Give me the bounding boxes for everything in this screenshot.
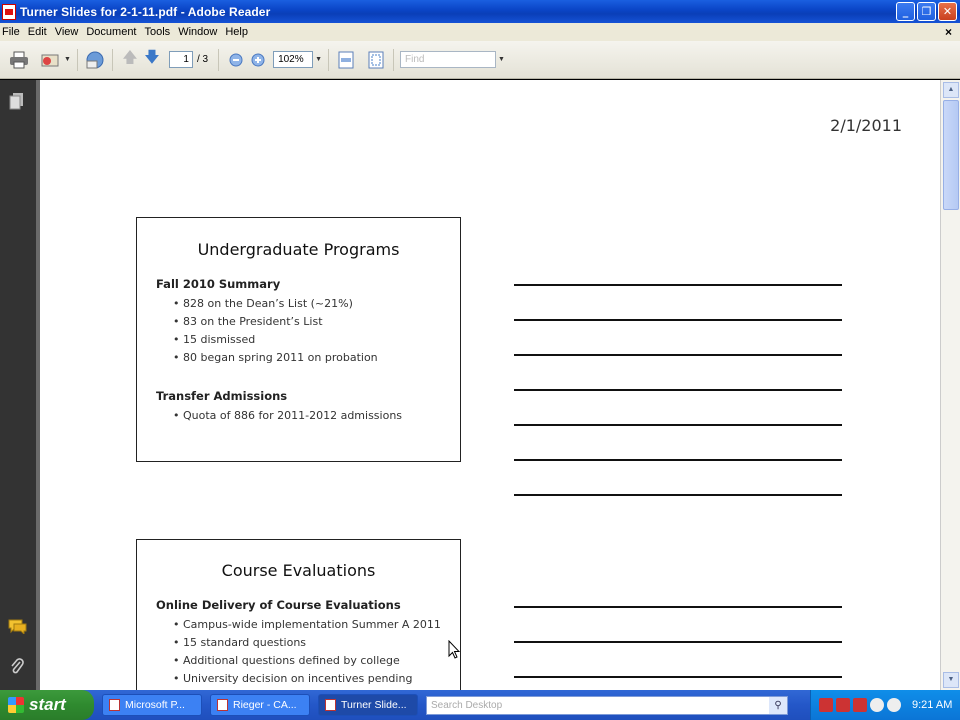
close-document-button[interactable]: × <box>944 25 952 39</box>
close-button[interactable]: ✕ <box>938 2 957 21</box>
chevron-down-icon[interactable]: ▼ <box>315 56 322 63</box>
system-tray <box>810 690 960 720</box>
notes-lines <box>514 573 842 690</box>
scroll-thumb[interactable] <box>943 100 959 210</box>
window-title-bar[interactable] <box>0 0 960 23</box>
toolbar-divider <box>328 49 329 71</box>
taskbar <box>0 690 960 720</box>
note-line <box>514 356 842 391</box>
pages-icon[interactable] <box>7 92 27 112</box>
comments-icon[interactable] <box>7 618 27 638</box>
minimize-button[interactable]: _ <box>896 2 915 21</box>
bullet-item: • University decision on incentives pending <box>173 670 460 688</box>
pdf-icon <box>217 699 228 711</box>
menu-bar <box>0 23 960 41</box>
note-line <box>514 426 842 461</box>
clock: 9:21 AM <box>912 699 953 711</box>
section-heading: Online Delivery of Course Evaluations <box>156 598 401 612</box>
menu-tools[interactable]: Tools <box>144 26 171 38</box>
task-label: Turner Slide... <box>341 699 407 711</box>
note-line <box>514 678 842 690</box>
chevron-down-icon[interactable]: ▼ <box>64 56 71 63</box>
fit-width-icon[interactable] <box>335 49 357 71</box>
bullet-item: • 15 dismissed <box>173 331 460 349</box>
section-heading: Transfer Admissions <box>156 389 288 403</box>
notes-lines <box>514 251 842 496</box>
volume-tray-icon[interactable] <box>887 698 901 712</box>
window-controls <box>896 2 957 21</box>
powerpoint-icon <box>109 699 120 711</box>
slide-section <box>156 598 460 688</box>
search-placeholder: Search Desktop <box>431 699 503 711</box>
bullet-item: • Additional questions defined by college <box>173 652 460 670</box>
note-line <box>514 286 842 321</box>
toolbar-divider <box>77 49 78 71</box>
zoom-out-icon[interactable] <box>225 49 247 71</box>
vertical-scrollbar[interactable] <box>940 80 960 690</box>
find-input[interactable]: Find <box>400 51 496 68</box>
note-line <box>514 608 842 643</box>
note-line <box>514 251 842 286</box>
slide-thumbnail <box>136 539 461 690</box>
desktop-search-input[interactable] <box>426 696 788 715</box>
taskbar-item-powerpoint[interactable] <box>102 694 202 716</box>
taskbar-item-turner[interactable] <box>318 694 418 716</box>
security-tray-icon[interactable] <box>853 698 867 712</box>
slide-thumbnail <box>136 217 461 462</box>
restore-button[interactable]: ❐ <box>917 2 936 21</box>
slide-section <box>156 277 460 367</box>
attachment-icon[interactable] <box>7 658 27 678</box>
page-total: / 3 <box>196 54 209 65</box>
adobe-reader-icon <box>2 4 16 20</box>
note-line <box>514 573 842 608</box>
zoom-in-icon[interactable] <box>247 49 269 71</box>
note-line <box>514 461 842 496</box>
taskbar-item-rieger[interactable] <box>210 694 310 716</box>
menu-help[interactable]: Help <box>225 26 248 38</box>
bullet-item: • 828 on the Dean’s List (~21%) <box>173 295 460 313</box>
bullet-item: • 15 standard questions <box>173 634 460 652</box>
network-tray-icon[interactable] <box>870 698 884 712</box>
windows-flag-icon <box>8 697 24 713</box>
menu-file[interactable]: File <box>2 26 20 38</box>
collaborate-icon[interactable] <box>84 49 106 71</box>
fit-page-icon[interactable] <box>365 49 387 71</box>
section-heading: Fall 2010 Summary <box>156 277 281 291</box>
toolbar-divider <box>218 49 219 71</box>
toolbar-divider <box>393 49 394 71</box>
note-line <box>514 321 842 356</box>
slide-title: Undergraduate Programs <box>197 240 400 259</box>
start-label: start <box>29 695 66 714</box>
search-icon[interactable]: ⚲ <box>769 697 787 714</box>
ati-tray-icon[interactable] <box>836 698 850 712</box>
print-icon[interactable] <box>8 49 30 71</box>
zoom-level-input[interactable]: 102% <box>273 51 313 68</box>
toolbar-divider <box>112 49 113 71</box>
slide-title: Course Evaluations <box>221 561 376 580</box>
pdf-page <box>40 80 940 690</box>
toolbar <box>0 41 960 79</box>
acrobat-tray-icon[interactable] <box>819 698 833 712</box>
arrow-up-icon[interactable]: 🡅 <box>122 49 138 66</box>
pdf-icon <box>325 699 336 711</box>
slide-section <box>156 389 460 425</box>
scroll-up-icon[interactable]: ▲ <box>943 82 959 98</box>
note-line <box>514 391 842 426</box>
window-title: Turner Slides for 2-1-11.pdf - Adobe Reader <box>20 4 271 19</box>
task-label: Rieger - CA... <box>233 699 297 711</box>
arrow-down-icon[interactable]: 🡇 <box>144 49 160 66</box>
bullet-item: • 83 on the President’s List <box>173 313 460 331</box>
menu-document[interactable]: Document <box>86 26 137 38</box>
handout-date: 2/1/2011 <box>830 116 902 135</box>
scroll-down-icon[interactable]: ▼ <box>943 672 959 688</box>
mouse-cursor-icon <box>448 640 460 660</box>
bullet-item: • Quota of 886 for 2011-2012 admissions <box>173 407 460 425</box>
menu-window[interactable]: Window <box>178 26 218 38</box>
note-line <box>514 643 842 678</box>
menu-view[interactable]: View <box>54 26 79 38</box>
bullet-item: • 80 began spring 2011 on probation <box>173 349 460 367</box>
menu-edit[interactable]: Edit <box>27 26 47 38</box>
navigation-pane <box>0 80 36 690</box>
bullet-item: • Campus-wide implementation Summer A 2011 <box>173 616 460 634</box>
task-label: Microsoft P... <box>125 699 185 711</box>
page-number-input[interactable]: 1 <box>169 51 193 68</box>
start-button[interactable] <box>0 690 94 720</box>
email-icon[interactable] <box>40 49 62 71</box>
chevron-down-icon[interactable]: ▼ <box>498 56 505 63</box>
document-viewport[interactable] <box>36 80 940 690</box>
